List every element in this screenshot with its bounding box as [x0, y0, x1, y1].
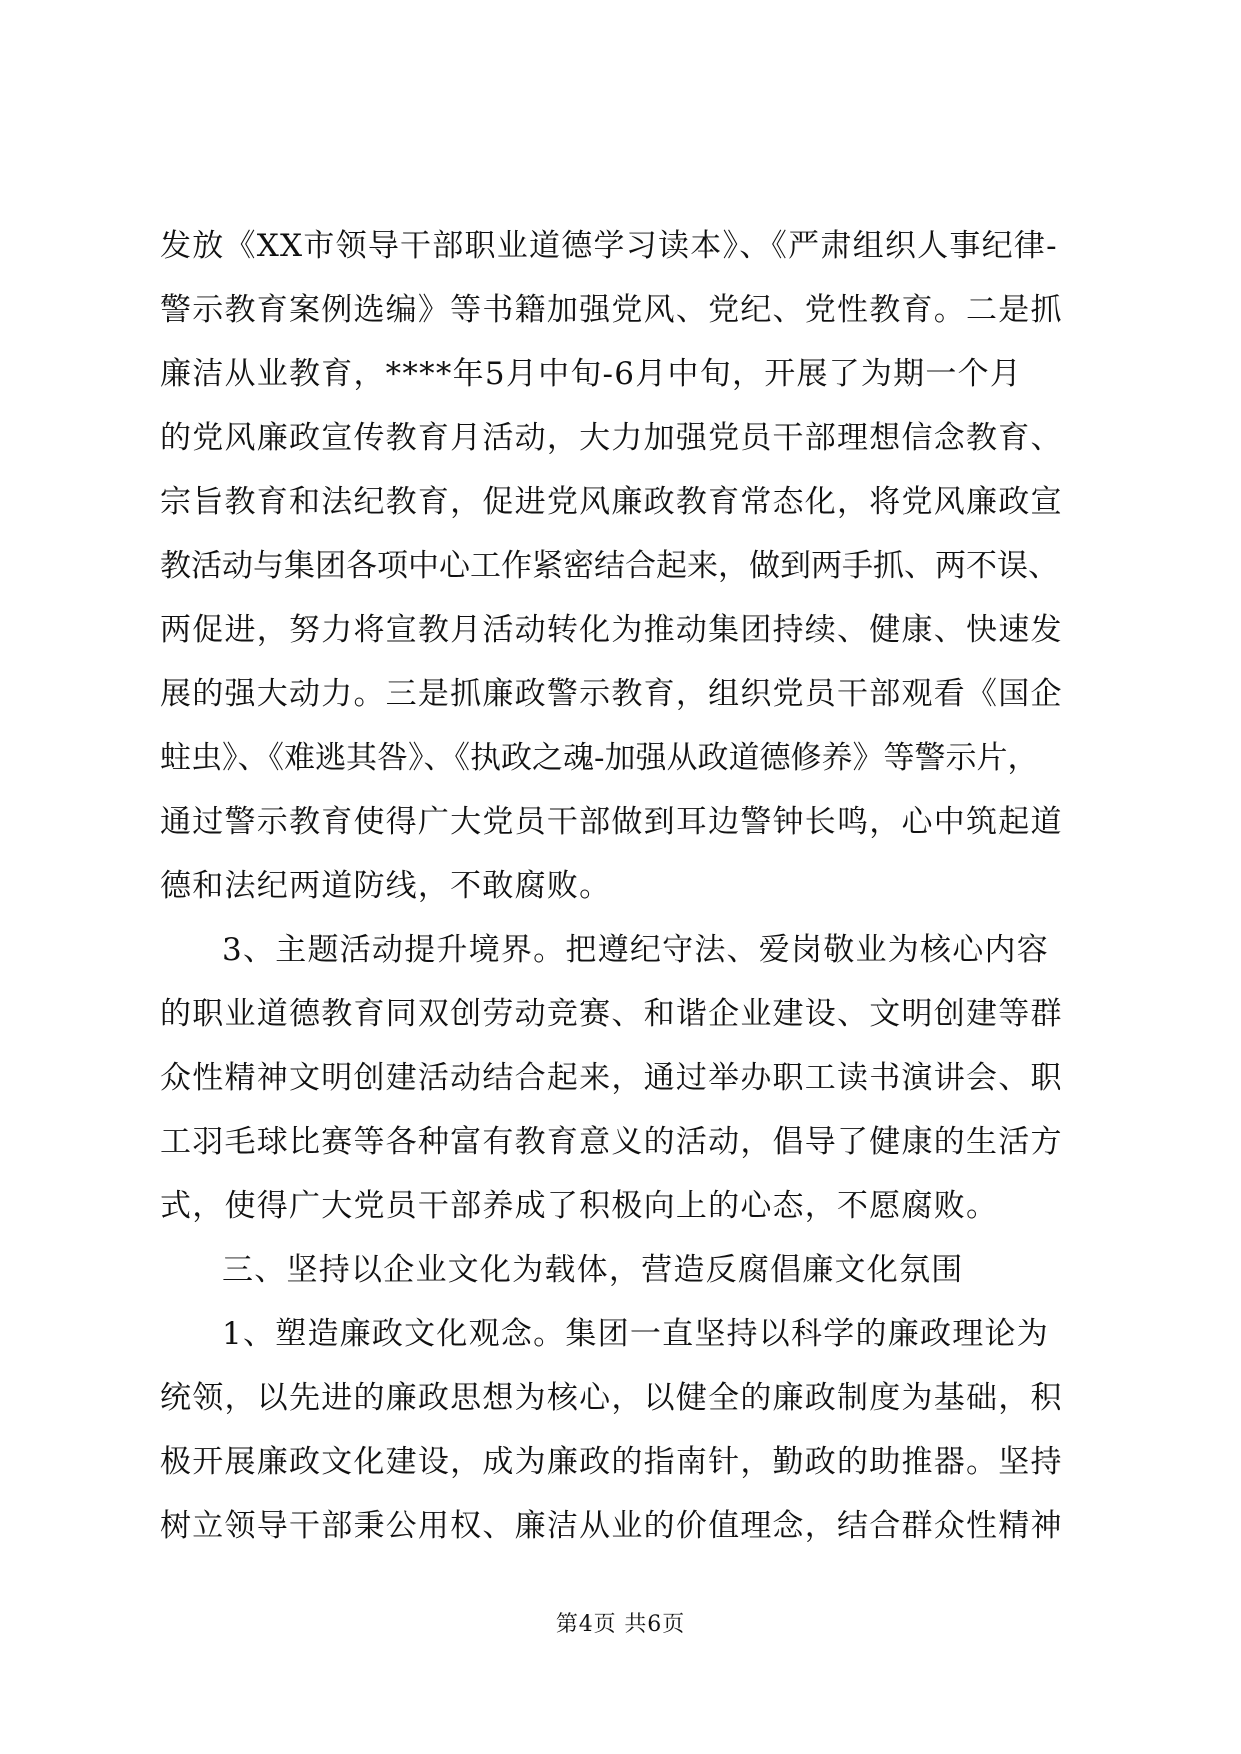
document-body: [160, 214, 1100, 1558]
text-line: 廉洁从业教育，****年5月中旬-6月中旬，开展了为期一个月: [160, 356, 1023, 392]
text-line: 众性精神文明创建活动结合起来，通过举办职工读书演讲会、职: [160, 1060, 1063, 1096]
text-line: 通过警示教育使得广大党员干部做到耳边警钟长鸣，心中筑起道: [160, 804, 1063, 840]
text-line: 式，使得广大党员干部养成了积极向上的心态，不愿腐败。: [160, 1188, 999, 1224]
text-line: 两促进，努力将宣教月活动转化为推动集团持续、健康、快速发: [160, 612, 1063, 648]
text-line: 蛀虫》、《难逃其咎》、《执政之魂-加强从政道德修养》等警示片，: [160, 740, 1039, 776]
text-line: 德和法纪两道防线，不敢腐败。: [160, 868, 612, 904]
text-line: 展的强大动力。三是抓廉政警示教育，组织党员干部观看《国企: [160, 676, 1063, 712]
text-line: 极开展廉政文化建设，成为廉政的指南针，勤政的助推器。坚持: [160, 1444, 1063, 1480]
text-line: 宗旨教育和法纪教育，促进党风廉政教育常态化，将党风廉政宣: [160, 484, 1063, 520]
text-line: 教活动与集团各项中心工作紧密结合起来，做到两手抓、两不误、: [160, 548, 1059, 584]
page-footer: 第4页 共6页: [555, 1612, 686, 1637]
text-line: 统领，以先进的廉政思想为核心，以健全的廉政制度为基础，积: [160, 1380, 1063, 1416]
text-line: 警示教育案例选编》等书籍加强党风、党纪、党性教育。二是抓: [160, 292, 1063, 328]
section-heading: 三、坚持以企业文化为载体，营造反腐倡廉文化氛围: [222, 1252, 964, 1288]
text-line: 的职业道德教育同双创劳动竞赛、和谐企业建设、文明创建等群: [160, 996, 1063, 1032]
text-line: 发放《XX市领导干部职业道德学习读本》、《严肃组织人事纪律-: [160, 228, 1058, 264]
paragraph-heading: 3、主题活动提升境界。把遵纪守法、爱岗敬业为核心内容: [222, 932, 1049, 968]
text-line: 树立领导干部秉公用权、廉洁从业的价值理念，结合群众性精神: [160, 1508, 1063, 1544]
text-line: 工羽毛球比赛等各种富有教育意义的活动，倡导了健康的生活方: [160, 1124, 1063, 1160]
paragraph-heading: 1、塑造廉政文化观念。集团一直坚持以科学的廉政理论为: [222, 1316, 1049, 1352]
text-line: 的党风廉政宣传教育月活动，大力加强党员干部理想信念教育、: [160, 420, 1063, 456]
